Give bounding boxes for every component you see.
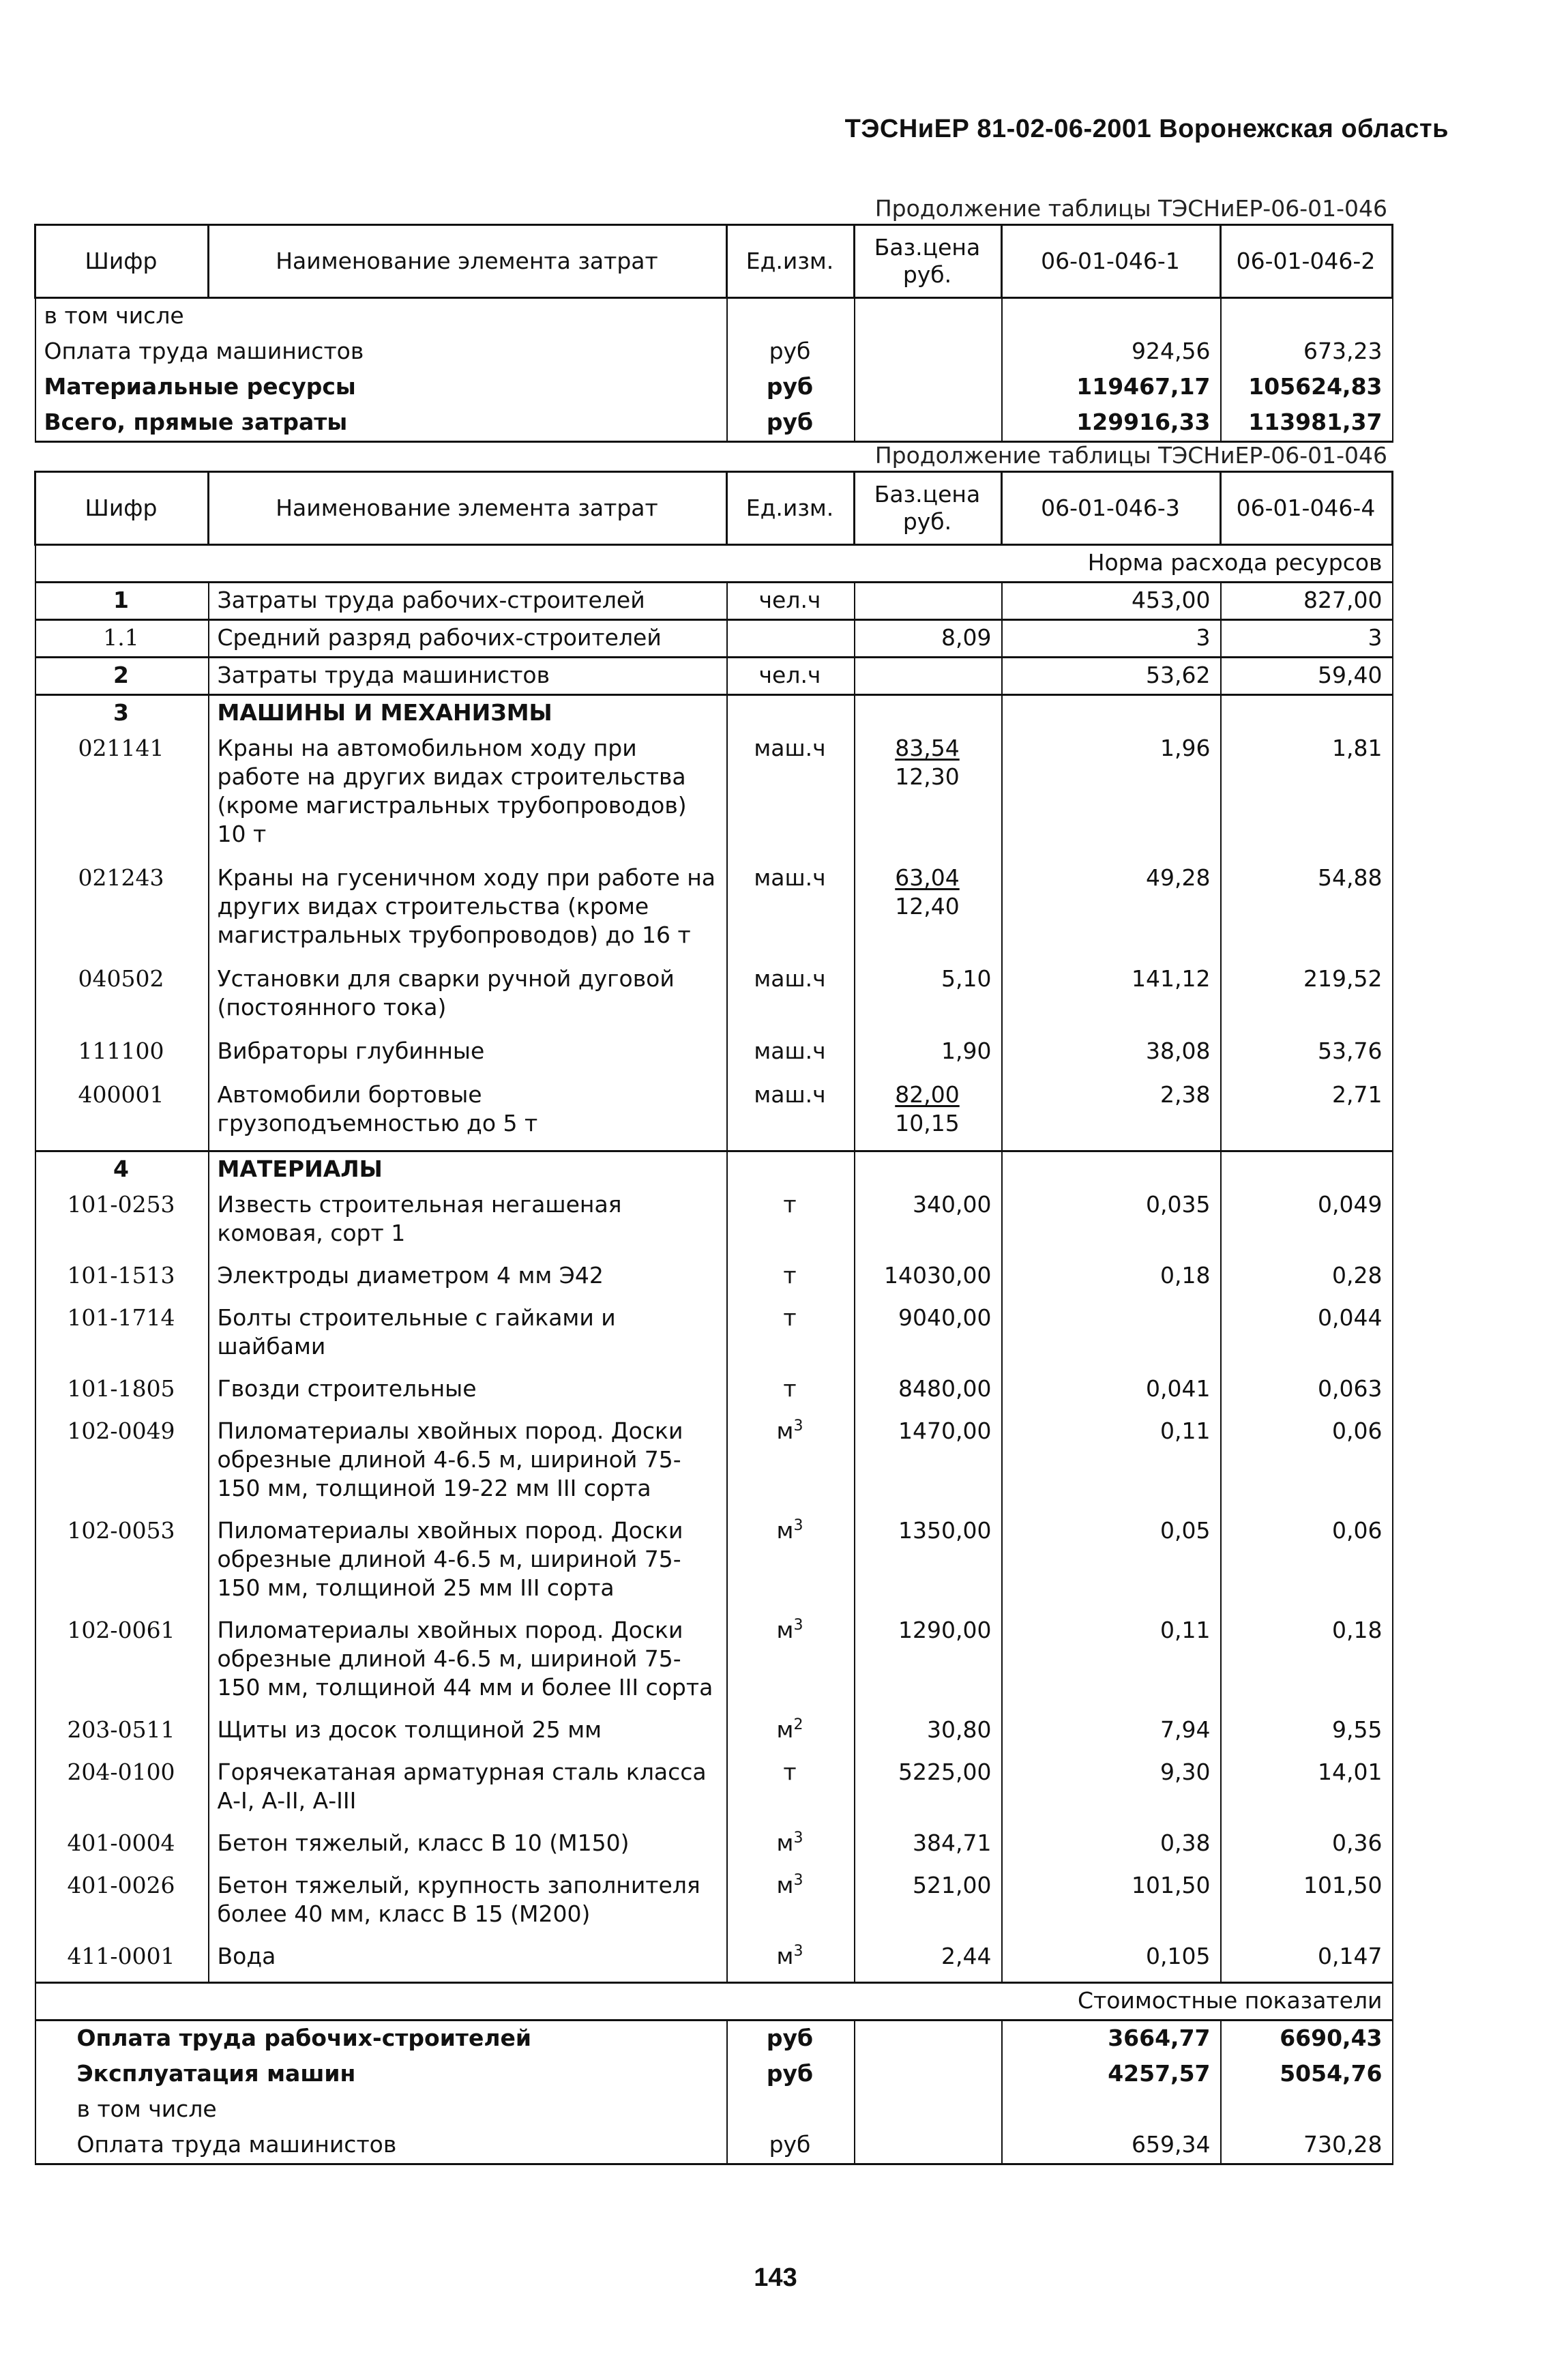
row-price bbox=[855, 861, 1002, 962]
row-name: Вода bbox=[209, 1939, 727, 1983]
row-name: Оплата труда машинистов bbox=[35, 334, 727, 370]
section-code: 4 bbox=[35, 1151, 209, 1188]
price-machine: 63,04 bbox=[895, 864, 960, 891]
row-code: 102-0061 bbox=[35, 1613, 209, 1713]
row-name: Краны на гусеничном ходу при работе на других видах строительства (кроме магистральных трубопроводов) до 16 т bbox=[209, 861, 727, 962]
row-value-046-3: 0,11 bbox=[1002, 1414, 1221, 1514]
table-row bbox=[35, 1713, 1393, 1755]
row-value-046-4: 0,063 bbox=[1221, 1372, 1393, 1414]
unit-text: м bbox=[776, 1517, 794, 1544]
row-unit: руб bbox=[727, 334, 855, 370]
row-unit bbox=[727, 1514, 855, 1613]
row-price bbox=[855, 731, 1002, 861]
row-name: Всего, прямые затраты bbox=[35, 405, 727, 442]
row-price: 2,44 bbox=[855, 1939, 1002, 1983]
row-price bbox=[855, 298, 1002, 335]
row-value-046-3: 0,38 bbox=[1002, 1826, 1221, 1868]
row-value-046-4: 6690,43 bbox=[1221, 2021, 1393, 2057]
row-value-2: 673,23 bbox=[1221, 334, 1393, 370]
row-name: Пиломатериалы хвойных пород. Доски обрезные длиной 4-6.5 м, шириной 75-150 мм, толщиной 19-22 мм III сорта bbox=[209, 1414, 727, 1514]
table-row bbox=[35, 2021, 1393, 2057]
row-value-046-3: 9,30 bbox=[1002, 1755, 1221, 1826]
row-name: Эксплуатация машин bbox=[35, 2057, 727, 2092]
row-unit bbox=[727, 1826, 855, 1868]
row-name: Затраты труда машинистов bbox=[209, 658, 727, 695]
row-unit bbox=[727, 1868, 855, 1939]
row-code: 401-0004 bbox=[35, 1826, 209, 1868]
table-row bbox=[35, 1826, 1393, 1868]
price-operator-wage: 12,40 bbox=[895, 893, 960, 920]
price-machine: 82,00 bbox=[895, 1081, 960, 1108]
row-price bbox=[855, 2021, 1002, 2057]
column-header-unit: Ед.изм. bbox=[727, 472, 855, 545]
cost-band-row bbox=[35, 1983, 1393, 2021]
row-value-046-4: 0,044 bbox=[1221, 1301, 1393, 1372]
row-unit bbox=[727, 1755, 855, 1826]
table-row bbox=[35, 2057, 1393, 2092]
row-value-046-4: 0,06 bbox=[1221, 1514, 1393, 1613]
table-row bbox=[35, 1372, 1393, 1414]
row-value-1: 924,56 bbox=[1002, 334, 1221, 370]
row-code: 101-1714 bbox=[35, 1301, 209, 1372]
row-unit: руб bbox=[727, 370, 855, 405]
table-row bbox=[35, 1414, 1393, 1514]
row-name: Автомобили бортовые грузоподъемностью до 5 т bbox=[209, 1078, 727, 1151]
column-header-046-2: 06-01-046-2 bbox=[1221, 225, 1393, 298]
column-header-price: Баз.цена руб. bbox=[855, 472, 1002, 545]
material-rows bbox=[35, 1188, 1393, 1983]
unit-exponent: 3 bbox=[793, 1872, 803, 1889]
row-value-046-3: 0,041 bbox=[1002, 1372, 1221, 1414]
row-name: Пиломатериалы хвойных пород. Доски обрезные длиной 4-6.5 м, шириной 75-150 мм, толщиной 44 мм и более III сорта bbox=[209, 1613, 727, 1713]
section-title: МАТЕРИАЛЫ bbox=[209, 1151, 727, 1188]
table2 bbox=[34, 471, 1393, 2165]
column-header-name: Наименование элемента затрат bbox=[209, 225, 727, 298]
row-code: 204-0100 bbox=[35, 1755, 209, 1826]
row-price: 1470,00 bbox=[855, 1414, 1002, 1514]
row-unit bbox=[727, 1372, 855, 1414]
column-header-unit: Ед.изм. bbox=[727, 225, 855, 298]
unit-text: т bbox=[783, 1262, 797, 1289]
table-row bbox=[35, 405, 1393, 442]
table-row bbox=[35, 2128, 1393, 2164]
row-value-046-4: 9,55 bbox=[1221, 1713, 1393, 1755]
cost-rows bbox=[35, 2021, 1393, 2164]
table-row bbox=[35, 1868, 1393, 1939]
table-row bbox=[35, 658, 1393, 695]
unit-text: м bbox=[776, 1872, 794, 1898]
row-value-046-3: 659,34 bbox=[1002, 2128, 1221, 2164]
row-unit bbox=[727, 1613, 855, 1713]
table1 bbox=[34, 224, 1393, 443]
section-row-materials bbox=[35, 1151, 1393, 1188]
table-row bbox=[35, 1514, 1393, 1613]
column-header-046-1: 06-01-046-1 bbox=[1002, 225, 1221, 298]
row-value-046-4: 0,18 bbox=[1221, 1613, 1393, 1713]
row-name: Электроды диаметром 4 мм Э42 bbox=[209, 1259, 727, 1301]
unit-exponent: 3 bbox=[793, 1943, 803, 1960]
section-code: 3 bbox=[35, 695, 209, 732]
row-name: Оплата труда рабочих-строителей bbox=[35, 2021, 727, 2057]
row-code: 203-0511 bbox=[35, 1713, 209, 1755]
row-value-046-4: 0,36 bbox=[1221, 1826, 1393, 1868]
row-value-046-3: 49,28 bbox=[1002, 861, 1221, 962]
row-value-046-4: 2,71 bbox=[1221, 1078, 1393, 1151]
unit-text: т bbox=[783, 1304, 797, 1331]
unit-exponent: 3 bbox=[793, 1830, 803, 1847]
row-value-046-3: 0,05 bbox=[1002, 1514, 1221, 1613]
row-code: 102-0053 bbox=[35, 1514, 209, 1613]
row-value-046-4: 827,00 bbox=[1221, 583, 1393, 620]
row-name: Оплата труда машинистов bbox=[35, 2128, 727, 2164]
row-unit bbox=[727, 2092, 855, 2128]
row-price bbox=[855, 1078, 1002, 1151]
row-value-046-3: 1,96 bbox=[1002, 731, 1221, 861]
row-code: 102-0049 bbox=[35, 1414, 209, 1514]
row-value-046-4: 59,40 bbox=[1221, 658, 1393, 695]
row-name: Средний разряд рабочих-строителей bbox=[209, 620, 727, 658]
row-value-046-4 bbox=[1221, 2092, 1393, 2128]
row-unit: руб bbox=[727, 405, 855, 442]
price-machine: 83,54 bbox=[895, 735, 960, 761]
page-number: 143 bbox=[754, 2263, 797, 2292]
row-value-046-3: 0,035 bbox=[1002, 1188, 1221, 1259]
row-value-046-3: 3664,77 bbox=[1002, 2021, 1221, 2057]
table2-caption: Продолжение таблицы ТЭСНиЕР-06-01-046 bbox=[874, 442, 1387, 469]
row-price bbox=[855, 405, 1002, 442]
row-price: 384,71 bbox=[855, 1826, 1002, 1868]
unit-text: м bbox=[776, 1417, 794, 1444]
column-header-price: Баз.цена руб. bbox=[855, 225, 1002, 298]
row-name: Гвозди строительные bbox=[209, 1372, 727, 1414]
table-row bbox=[35, 962, 1393, 1034]
table1-caption: Продолжение таблицы ТЭСНиЕР-06-01-046 bbox=[874, 195, 1387, 222]
norm-band-row bbox=[35, 545, 1393, 583]
row-code: 101-1805 bbox=[35, 1372, 209, 1414]
row-value-046-3: 141,12 bbox=[1002, 962, 1221, 1034]
row-code: 401-0026 bbox=[35, 1868, 209, 1939]
row-unit bbox=[727, 620, 855, 658]
row-name: Щиты из досок толщиной 25 мм bbox=[209, 1713, 727, 1755]
row-value-046-3: 4257,57 bbox=[1002, 2057, 1221, 2092]
row-code: 040502 bbox=[35, 962, 209, 1034]
column-header-046-3: 06-01-046-3 bbox=[1002, 472, 1221, 545]
row-name: в том числе bbox=[35, 2092, 727, 2128]
row-value-1: 119467,17 bbox=[1002, 370, 1221, 405]
unit-exponent: 3 bbox=[793, 1617, 803, 1634]
norm-label: Норма расхода ресурсов bbox=[1002, 545, 1393, 583]
table-row bbox=[35, 1188, 1393, 1259]
row-price: 521,00 bbox=[855, 1868, 1002, 1939]
row-name: Материальные ресурсы bbox=[35, 370, 727, 405]
row-name: Горячекатаная арматурная сталь класса А-I, А-II, А-III bbox=[209, 1755, 727, 1826]
row-value-046-4: 14,01 bbox=[1221, 1755, 1393, 1826]
row-value-046-3: 3 bbox=[1002, 620, 1221, 658]
row-unit: руб bbox=[727, 2021, 855, 2057]
row-unit: маш.ч bbox=[727, 861, 855, 962]
row-unit bbox=[727, 1301, 855, 1372]
row-value-2: 113981,37 bbox=[1221, 405, 1393, 442]
row-price: 14030,00 bbox=[855, 1259, 1002, 1301]
unit-text: т bbox=[783, 1191, 797, 1218]
row-value-046-3: 0,11 bbox=[1002, 1613, 1221, 1713]
row-unit bbox=[727, 1259, 855, 1301]
unit-exponent: 2 bbox=[793, 1716, 803, 1733]
row-value-046-3: 101,50 bbox=[1002, 1868, 1221, 1939]
row-price: 5,10 bbox=[855, 962, 1002, 1034]
machine-rows bbox=[35, 731, 1393, 1151]
row-value-046-3: 453,00 bbox=[1002, 583, 1221, 620]
row-name: Бетон тяжелый, класс В 10 (М150) bbox=[209, 1826, 727, 1868]
row-unit bbox=[727, 1414, 855, 1514]
row-code: 2 bbox=[35, 658, 209, 695]
row-unit: маш.ч bbox=[727, 1078, 855, 1151]
row-value-046-4: 219,52 bbox=[1221, 962, 1393, 1034]
row-price: 9040,00 bbox=[855, 1301, 1002, 1372]
row-unit bbox=[727, 1713, 855, 1755]
table2-header-row bbox=[35, 472, 1393, 545]
table-row bbox=[35, 370, 1393, 405]
row-price bbox=[855, 583, 1002, 620]
row-price: 340,00 bbox=[855, 1188, 1002, 1259]
row-value-046-3: 7,94 bbox=[1002, 1713, 1221, 1755]
row-value-046-4: 1,81 bbox=[1221, 731, 1393, 861]
price-operator-wage: 10,15 bbox=[895, 1110, 960, 1136]
row-unit bbox=[727, 1939, 855, 1983]
unit-text: т bbox=[783, 1759, 797, 1785]
row-code: 1.1 bbox=[35, 620, 209, 658]
row-price: 8,09 bbox=[855, 620, 1002, 658]
row-unit: руб bbox=[727, 2128, 855, 2164]
row-value-046-4: 53,76 bbox=[1221, 1034, 1393, 1078]
row-value-046-3: 38,08 bbox=[1002, 1034, 1221, 1078]
row-value-046-4: 3 bbox=[1221, 620, 1393, 658]
row-unit: маш.ч bbox=[727, 1034, 855, 1078]
table-row bbox=[35, 861, 1393, 962]
row-value-1: 129916,33 bbox=[1002, 405, 1221, 442]
row-price: 8480,00 bbox=[855, 1372, 1002, 1414]
row-value-046-4: 101,50 bbox=[1221, 1868, 1393, 1939]
unit-exponent: 3 bbox=[793, 1417, 803, 1435]
row-unit: маш.ч bbox=[727, 962, 855, 1034]
row-price bbox=[855, 2128, 1002, 2164]
table-row bbox=[35, 1078, 1393, 1151]
labor-rows bbox=[35, 583, 1393, 695]
row-value-046-3: 53,62 bbox=[1002, 658, 1221, 695]
row-price: 1290,00 bbox=[855, 1613, 1002, 1713]
row-name: Установки для сварки ручной дуговой (постоянного тока) bbox=[209, 962, 727, 1034]
row-name: Бетон тяжелый, крупность заполнителя более 40 мм, класс В 15 (М200) bbox=[209, 1868, 727, 1939]
unit-text: м bbox=[776, 1716, 794, 1743]
cost-label: Стоимостные показатели bbox=[1002, 1983, 1393, 2021]
row-code: 400001 bbox=[35, 1078, 209, 1151]
row-unit: руб bbox=[727, 2057, 855, 2092]
column-header-046-4: 06-01-046-4 bbox=[1221, 472, 1393, 545]
row-unit: маш.ч bbox=[727, 731, 855, 861]
column-header-code: Шифр bbox=[35, 472, 209, 545]
row-price: 30,80 bbox=[855, 1713, 1002, 1755]
row-value-2: 105624,83 bbox=[1221, 370, 1393, 405]
row-value-046-4: 0,147 bbox=[1221, 1939, 1393, 1983]
table-row bbox=[35, 1259, 1393, 1301]
table-row bbox=[35, 583, 1393, 620]
row-value-1 bbox=[1002, 298, 1221, 335]
row-value-046-3 bbox=[1002, 1301, 1221, 1372]
table-row bbox=[35, 1755, 1393, 1826]
unit-text: м bbox=[776, 1617, 794, 1643]
row-name: Пиломатериалы хвойных пород. Доски обрезные длиной 4-6.5 м, шириной 75-150 мм, толщиной 25 мм III сорта bbox=[209, 1514, 727, 1613]
row-value-046-3: 2,38 bbox=[1002, 1078, 1221, 1151]
row-code: 101-1513 bbox=[35, 1259, 209, 1301]
page-header-title: ТЭСНиЕР 81-02-06-2001 Воронежская область bbox=[844, 115, 1449, 143]
section-row-machines bbox=[35, 695, 1393, 732]
row-unit: чел.ч bbox=[727, 658, 855, 695]
row-price bbox=[855, 2092, 1002, 2128]
row-code: 021243 bbox=[35, 861, 209, 962]
row-value-046-4: 730,28 bbox=[1221, 2128, 1393, 2164]
table-row bbox=[35, 731, 1393, 861]
row-unit: чел.ч bbox=[727, 583, 855, 620]
row-price bbox=[855, 658, 1002, 695]
unit-text: м bbox=[776, 1943, 794, 1969]
row-name: Затраты труда рабочих-строителей bbox=[209, 583, 727, 620]
table-row bbox=[35, 334, 1393, 370]
column-header-name: Наименование элемента затрат bbox=[209, 472, 727, 545]
table1-header-row bbox=[35, 225, 1393, 298]
row-value-046-4: 0,28 bbox=[1221, 1259, 1393, 1301]
row-price: 1,90 bbox=[855, 1034, 1002, 1078]
row-price bbox=[855, 334, 1002, 370]
row-name: Вибраторы глубинные bbox=[209, 1034, 727, 1078]
row-code: 1 bbox=[35, 583, 209, 620]
column-header-code: Шифр bbox=[35, 225, 209, 298]
row-name: в том числе bbox=[35, 298, 727, 335]
row-value-046-4: 54,88 bbox=[1221, 861, 1393, 962]
row-code: 021141 bbox=[35, 731, 209, 861]
unit-text: м bbox=[776, 1830, 794, 1856]
section-title: МАШИНЫ И МЕХАНИЗМЫ bbox=[209, 695, 727, 732]
row-price: 1350,00 bbox=[855, 1514, 1002, 1613]
table-row bbox=[35, 2092, 1393, 2128]
price-operator-wage: 12,30 bbox=[895, 763, 960, 790]
row-code: 411-0001 bbox=[35, 1939, 209, 1983]
row-price bbox=[855, 370, 1002, 405]
row-code: 101-0253 bbox=[35, 1188, 209, 1259]
table-row bbox=[35, 1939, 1393, 1983]
row-name: Известь строительная негашеная комовая, сорт 1 bbox=[209, 1188, 727, 1259]
row-value-046-3: 0,18 bbox=[1002, 1259, 1221, 1301]
table-row bbox=[35, 620, 1393, 658]
table-row bbox=[35, 1613, 1393, 1713]
row-unit bbox=[727, 1188, 855, 1259]
row-price: 5225,00 bbox=[855, 1755, 1002, 1826]
row-unit bbox=[727, 298, 855, 335]
row-value-046-4: 0,06 bbox=[1221, 1414, 1393, 1514]
table-row bbox=[35, 1301, 1393, 1372]
row-code: 111100 bbox=[35, 1034, 209, 1078]
row-value-046-4: 0,049 bbox=[1221, 1188, 1393, 1259]
row-price bbox=[855, 2057, 1002, 2092]
row-value-2 bbox=[1221, 298, 1393, 335]
table-row bbox=[35, 1034, 1393, 1078]
row-value-046-4: 5054,76 bbox=[1221, 2057, 1393, 2092]
row-value-046-3: 0,105 bbox=[1002, 1939, 1221, 1983]
table-row bbox=[35, 298, 1393, 335]
row-name: Краны на автомобильном ходу при работе на других видах строительства (кроме магистральных трубопроводов) 10 т bbox=[209, 731, 727, 861]
row-name: Болты строительные с гайками и шайбами bbox=[209, 1301, 727, 1372]
unit-text: т bbox=[783, 1375, 797, 1402]
row-value-046-3 bbox=[1002, 2092, 1221, 2128]
unit-exponent: 3 bbox=[793, 1517, 803, 1534]
